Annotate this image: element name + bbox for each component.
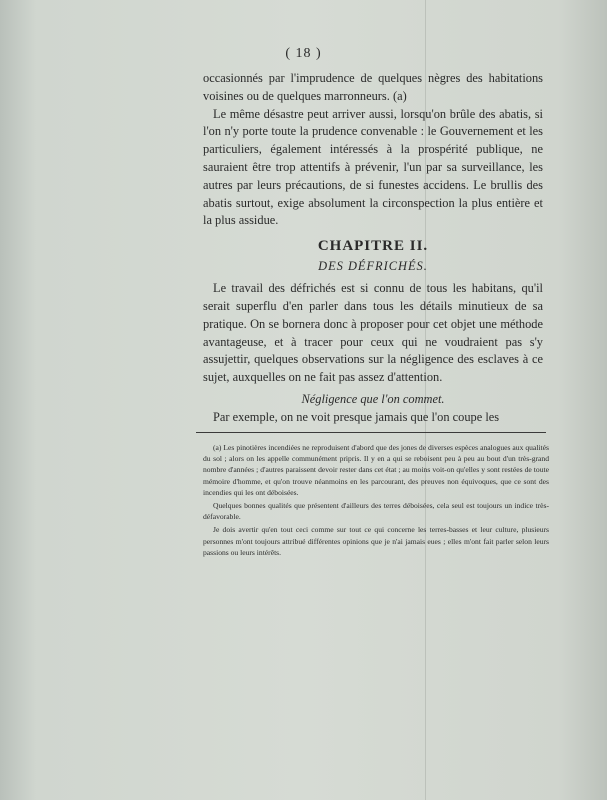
chapter-title: CHAPITRE II. [317, 238, 429, 255]
chapter-paragraph: Le travail des défrichés est si connu de tous les habitans, qu'il serait superflu d'en parler dans tous les détails minutieux de sa pratique. On se bornera donc à proposer pour cet objet une méthode avantageuse, et à tracer pour ceux qui ne voudraient pas s'y assujettir, quelques observations sur la négligence des esclaves à ce sujet, auxquelles on ne fait pas assez d'attention. [203, 281, 543, 385]
last-paragraph: Par exemple, on ne voit presque jamais que l'on coupe les [213, 409, 500, 424]
paragraph: occasionnés par l'imprudence de quelques nègres des habitations voisines ou de quelques marronneurs. (a) [203, 71, 543, 103]
paragraph: Le même désastre peut arriver aussi, lorsqu'on brûle des abatis, si l'on n'y porte toute la prudence convenable : le Gouvernement et les particuliers, également intéressés à la prospérité publique, ne sauraient être trop attentifs à prévenir, l'un par sa surveillance, les autres par leurs précautions, de si funestes accidens. Le brullis des abatis surtout, exige absolument la circonspection la plus entière et la plus assidue. [203, 106, 543, 228]
section-heading: Négligence que l'on commet. [301, 391, 445, 406]
footnote: Quelques bonnes qualités que présentent d'ailleurs des terres déboisées, cela seul est toujours un indice très-défavorable. [203, 501, 549, 522]
footnote-rule [196, 432, 546, 433]
chapter-subtitle: DES DÉFRICHÉS. [318, 259, 428, 274]
footnote: (a) Les pinotières incendiées ne reproduisent d'abord que des jones de diverses espèces analogues aux qualités du sol ; alors on les appelle communément pripris. Il y en a qui se reboisent peu à peu au bout d'un très-grand nombre d'années ; d'autres paraissent devoir rester dans cet état ; au moins voit-on qu'elles y sont restées de toute mémoire d'homme, et qu'on trouve néanmoins en les parcourant, des preuves non équivoques, que ce sont des incendies qui les ont déboisées. [203, 443, 549, 497]
footnote: Je dois avertir qu'en tout ceci comme sur tout ce qui concerne les terres-basses et leur culture, plusieurs personnes m'ont toujours attribué différentes opinions que je n'ai jamais eues ; elles m'ont fait parler selon leurs passions ou leurs intérêts. [203, 525, 549, 557]
main-text [203, 70, 543, 427]
page-number: ( 18 ) [285, 46, 322, 61]
footnotes [203, 442, 549, 560]
